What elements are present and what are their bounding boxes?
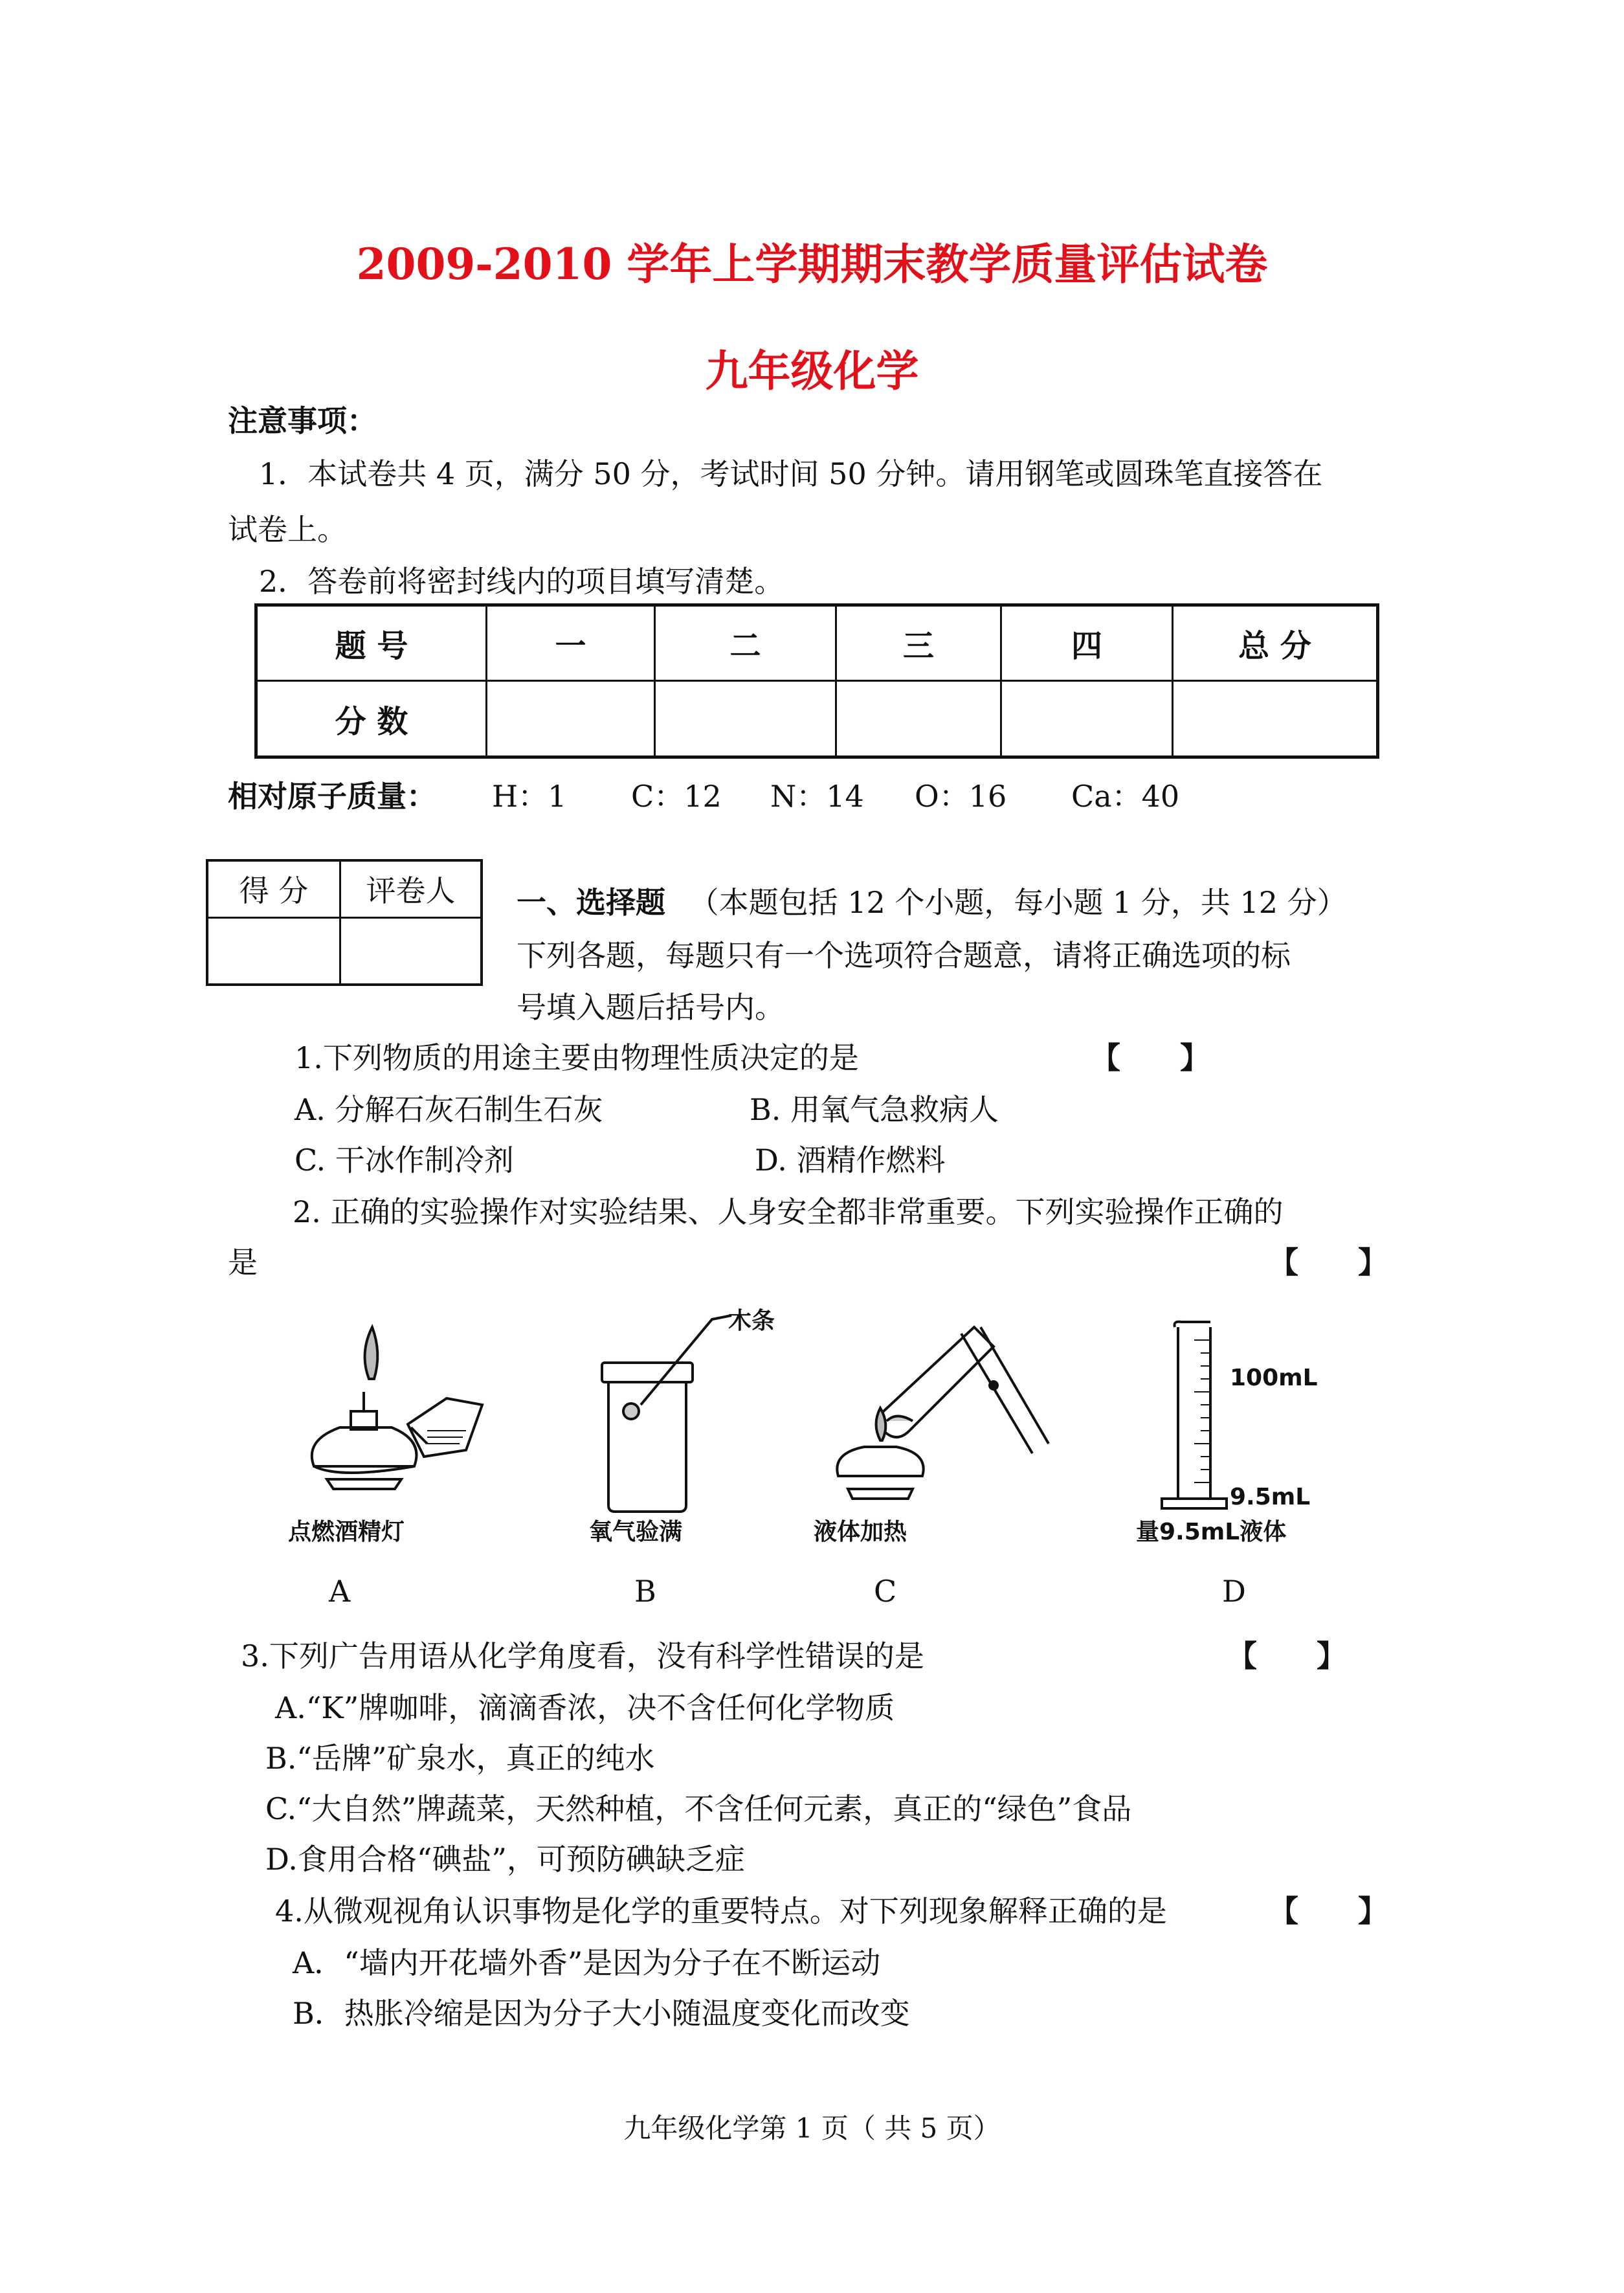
q1-option-c: C. 干冰作制冷剂 <box>295 1143 514 1178</box>
atomic-mass-o: O：16 <box>915 779 1007 814</box>
figure-b-label: 木条 <box>728 1308 775 1334</box>
grader-score-label: 得 分 <box>207 860 340 917</box>
notes-heading: 注意事项： <box>228 403 377 438</box>
score-header-1: 一 <box>487 605 655 681</box>
score-row-label: 分 数 <box>256 681 487 757</box>
q4-option-a: A．“墙内开花墙外香”是因为分子在不断运动 <box>293 1945 881 1980</box>
q2-stem-1: 2. 正确的实验操作对实验结果、人身安全都非常重要。下列实验操作正确的 <box>293 1194 1284 1229</box>
score-header-2: 二 <box>655 605 836 681</box>
figure-b-caption: 氧气验满 <box>589 1519 683 1545</box>
atomic-mass-c: C：12 <box>631 779 722 814</box>
q1-option-a: A. 分解石灰石制生石灰 <box>295 1092 603 1127</box>
figure-a-caption: 点燃酒精灯 <box>288 1519 405 1545</box>
page-footer: 九年级化学第 1 页（ 共 5 页） <box>623 2112 1001 2144</box>
q2-stem-2: 是 <box>228 1245 258 1280</box>
test-tube-heating-icon <box>799 1314 1058 1521</box>
figure-a-letter: A <box>329 1574 351 1609</box>
score-header-3: 三 <box>836 605 1001 681</box>
atomic-mass-n: N：14 <box>770 779 864 814</box>
q3-option-a: A.“K”牌咖啡，滴滴香浓，决不含任何化学物质 <box>275 1690 895 1725</box>
score-cell-4[interactable] <box>1001 681 1173 757</box>
q4-stem: 4.从微观视角认识事物是化学的重要特点。对下列现象解释正确的是 <box>275 1894 1167 1929</box>
q1-answer-bracket[interactable]: 【 】 <box>1091 1040 1210 1075</box>
alcohol-lamp-lighting-icon <box>278 1314 498 1528</box>
score-cell-1[interactable] <box>487 681 655 757</box>
grader-name-cell[interactable] <box>340 917 482 985</box>
atomic-mass-ca: Ca：40 <box>1071 779 1180 814</box>
section1-instr-1: 下列各题，每题只有一个选项符合题意，请将正确选项的标 <box>517 938 1291 973</box>
note-item-1-cont: 试卷上。 <box>228 512 347 547</box>
q1-option-b: B. 用氧气急救病人 <box>750 1092 999 1127</box>
q3-option-c: C.“大自然”牌蔬菜，天然种植，不含任何元素，真正的“绿色”食品 <box>265 1791 1132 1826</box>
figure-c <box>799 1314 1058 1609</box>
figure-d-caption: 量9.5mL液体 <box>1136 1519 1287 1545</box>
figure-b-letter: B <box>634 1574 656 1609</box>
exam-subtitle: 九年级化学 <box>705 346 919 396</box>
section1-instr-2: 号填入题后括号内。 <box>517 990 784 1025</box>
q3-answer-bracket[interactable]: 【 】 <box>1227 1639 1346 1673</box>
atomic-mass-h: H：1 <box>492 779 567 814</box>
q2-answer-bracket[interactable]: 【 】 <box>1269 1245 1388 1280</box>
score-cell-2[interactable] <box>655 681 836 757</box>
section1-heading: 一、选择题 <box>517 885 665 920</box>
figure-a <box>278 1314 498 1609</box>
score-header-4: 四 <box>1001 605 1173 681</box>
score-header-label: 题 号 <box>256 605 487 681</box>
figure-d-letter: D <box>1222 1574 1246 1609</box>
figure-d-top-mark: 100mL <box>1230 1365 1318 1391</box>
note-item-2: 2．答卷前将密封线内的项目填写清楚。 <box>259 564 784 599</box>
q1-stem: 1.下列物质的用途主要由物理性质决定的是 <box>295 1040 859 1075</box>
section1-header <box>517 883 1347 922</box>
figure-c-caption: 液体加热 <box>814 1519 907 1545</box>
exam-title: 2009-2010 学年上学期期末教学质量评估试卷 <box>356 239 1268 289</box>
figure-b <box>570 1301 803 1609</box>
q3-stem: 3.下列广告用语从化学角度看，没有科学性错误的是 <box>241 1639 924 1673</box>
figure-c-letter: C <box>874 1574 897 1609</box>
score-header-total: 总 分 <box>1173 605 1378 681</box>
q4-option-b: B．热胀冷缩是因为分子大小随温度变化而改变 <box>293 1996 910 2031</box>
figure-d <box>1126 1314 1346 1609</box>
grader-name-label: 评卷人 <box>340 860 482 917</box>
section1-info: （本题包括 12 个小题，每小题 1 分，共 12 分） <box>689 885 1347 920</box>
score-cell-3[interactable] <box>836 681 1001 757</box>
q4-answer-bracket[interactable]: 【 】 <box>1269 1894 1388 1929</box>
note-item-1: 1．本试卷共 4 页，满分 50 分，考试时间 50 分钟。请用钢笔或圆珠笔直接答在 <box>259 456 1323 491</box>
q3-option-d: D.食用合格“碘盐”，可预防碘缺乏症 <box>265 1842 745 1877</box>
q3-option-b: B.“岳牌”矿泉水，真正的纯水 <box>265 1741 655 1776</box>
score-cell-total[interactable] <box>1173 681 1378 757</box>
figure-d-bottom-mark: 9.5mL <box>1230 1484 1311 1510</box>
score-table <box>254 603 1379 759</box>
grader-box <box>206 859 483 986</box>
atomic-mass-label: 相对原子质量： <box>228 779 436 814</box>
q1-option-d: D. 酒精作燃料 <box>755 1143 946 1178</box>
grader-score-cell[interactable] <box>207 917 340 985</box>
